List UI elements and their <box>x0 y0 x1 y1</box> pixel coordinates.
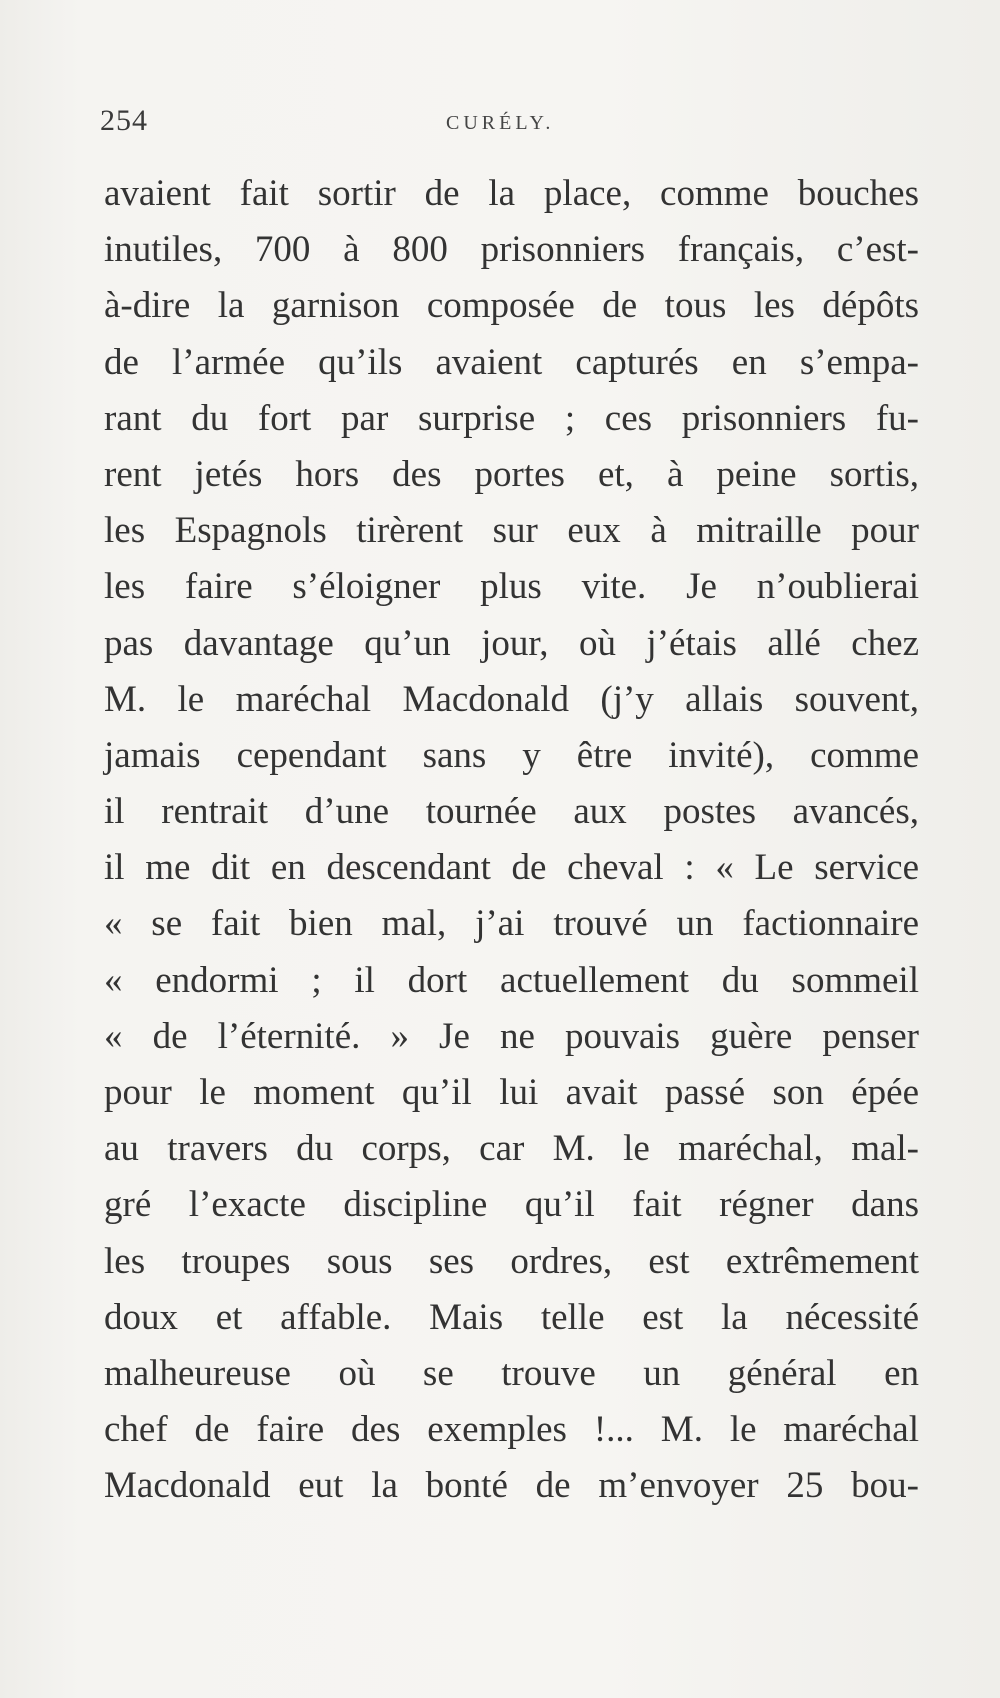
text-line: « se fait bien mal, j’ai trouvé un factionnaire <box>104 903 919 945</box>
text-line: M. le maréchal Macdonald (j’y allais souvent, <box>104 678 919 720</box>
body-text <box>104 166 919 1515</box>
text-line: « de l’éternité. » Je ne pouvais guère penser <box>104 1015 919 1057</box>
text-line: chef de faire des exemples !... M. le maréchal <box>104 1409 919 1451</box>
text-line: doux et affable. Mais telle est la nécessité <box>104 1296 919 1338</box>
text-line: « endormi ; il dort actuellement du sommeil <box>104 959 919 1001</box>
text-line: les Espagnols tirèrent sur eux à mitraille pour <box>104 510 919 552</box>
text-line: rent jetés hors des portes et, à peine sortis, <box>104 453 919 495</box>
page-number: 254 <box>100 104 148 137</box>
text-line: pour le moment qu’il lui avait passé son épée <box>104 1072 919 1113</box>
text-line: il rentrait d’une tournée aux postes avancés, <box>104 791 919 833</box>
text-line: les faire s’éloigner plus vite. Je n’oublierai <box>104 566 919 608</box>
text-line: Macdonald eut la bonté de m’envoyer 25 bou- <box>104 1465 919 1507</box>
text-line: au travers du corps, car M. le maréchal, mal- <box>104 1128 919 1170</box>
text-line: malheureuse où se trouve un général en <box>104 1352 919 1394</box>
text-line: jamais cependant sans y être invité), comme <box>104 734 919 776</box>
text-line: inutiles, 700 à 800 prisonniers français, c’est- <box>104 229 919 271</box>
text-line: il me dit en descendant de cheval : « Le service <box>104 847 919 889</box>
text-line: à-dire la garnison composée de tous les dépôts <box>104 285 919 327</box>
running-head: CURÉLY. <box>446 112 555 134</box>
text-line: rant du fort par surprise ; ces prisonniers fu- <box>104 397 919 439</box>
text-line: de l’armée qu’ils avaient capturés en s’empa- <box>104 341 919 383</box>
text-line: avaient fait sortir de la place, comme bouches <box>104 173 919 214</box>
text-line: les troupes sous ses ordres, est extrêmement <box>104 1240 919 1282</box>
text-line: pas davantage qu’un jour, où j’étais allé chez <box>104 622 919 664</box>
page-header <box>100 104 920 144</box>
text-line: gré l’exacte discipline qu’il fait régner dans <box>104 1184 919 1226</box>
